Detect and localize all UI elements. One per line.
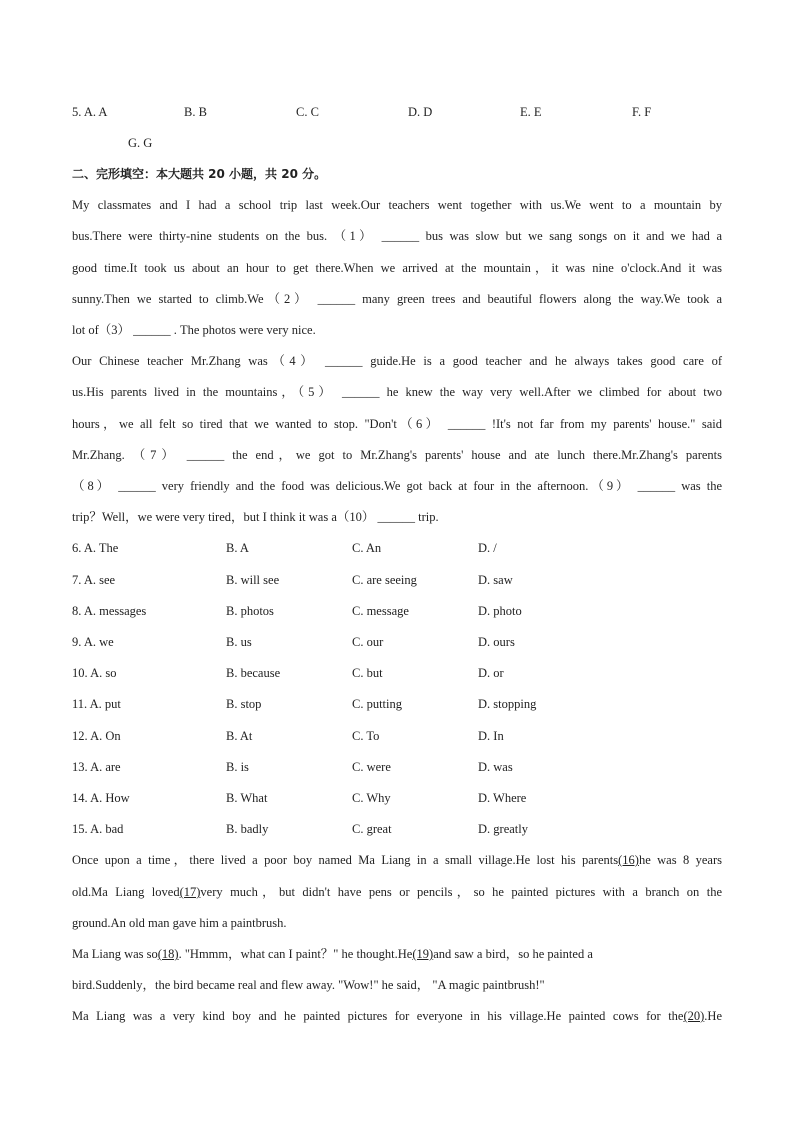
passage-line: My classmates and I had a school trip last week.Our teachers went together with us.We went to a mountain by (72, 198, 722, 212)
passage-line: lot of（3） ______ . The photos were very nice. (72, 323, 316, 337)
q5-option-b: B. B (184, 105, 207, 119)
passage-line: bus.There were thirty-nine students on the bus. （1） ______ bus was slow but we sang songs on it and we had a (72, 229, 722, 243)
passage-line: us.His parents lived in the mountains，（5） ______ he knew the way very well.After we climbed for about two (72, 385, 722, 399)
q5-option-g: G. G (128, 136, 153, 150)
option-a: 6. A. The (72, 541, 119, 555)
option-b: B. will see (226, 573, 280, 587)
option-b: B. because (226, 666, 281, 680)
option-c: C. were (352, 760, 391, 774)
passage-line: sunny.Then we started to climb.We（2） ______ many green trees and beautiful flowers along the way.We took a (72, 292, 722, 306)
option-a: 9. A. we (72, 635, 114, 649)
option-d: D. ours (478, 635, 515, 649)
option-d: D. / (478, 541, 497, 555)
option-d: D. In (478, 729, 504, 743)
section-heading: 二、完形填空：本大题共 20 小题，共 20 分。 (72, 167, 327, 181)
q5-option-f: F. F (632, 105, 652, 119)
passage-line: （8） ______ very friendly and the food was delicious.We got back at four in the afternoon.（9） ______ was the (72, 479, 722, 493)
passage-line: trip？Well，we were very tired，but I think it was a（10） ______ trip. (72, 510, 439, 524)
option-d: D. photo (478, 604, 522, 618)
option-d: D. Where (478, 791, 527, 805)
option-d: D. stopping (478, 697, 537, 711)
blank-17: (17) (179, 885, 201, 899)
blank-19: (19) (412, 947, 434, 961)
passage-line: old.Ma Liang loved(17)very much，but didn't have pens or pencils，so he painted pictures with a branch on the (72, 885, 722, 899)
option-a: 15. A. bad (72, 822, 124, 836)
passage-line: good time.It took us about an hour to get there.When we arrived at the mountain，it was nine o'clock.And it was (72, 261, 722, 275)
option-b: B. At (226, 729, 253, 743)
option-c: C. are seeing (352, 573, 417, 587)
blank-20: (20) (683, 1009, 705, 1023)
option-c: C. An (352, 541, 382, 555)
option-c: C. message (352, 604, 409, 618)
passage-line: Ma Liang was a very kind boy and he painted pictures for everyone in his village.He painted cows for the(20).He (72, 1009, 722, 1023)
passage-line: Once upon a time，there lived a poor boy named Ma Liang in a small village.He lost his parents(16)he was 8 years (72, 853, 722, 867)
option-a: 10. A. so (72, 666, 117, 680)
q5-option-e: E. E (520, 105, 542, 119)
option-b: B. badly (226, 822, 269, 836)
passage-line: Our Chinese teacher Mr.Zhang was（4） ______ guide.He is a good teacher and he always takes good care of (72, 354, 722, 368)
option-d: D. saw (478, 573, 513, 587)
option-a: 8. A. messages (72, 604, 147, 618)
blank-16: (16) (618, 853, 639, 867)
option-b: B. What (226, 791, 268, 805)
option-d: D. greatly (478, 822, 528, 836)
option-c: C. Why (352, 791, 391, 805)
option-c: C. putting (352, 697, 403, 711)
option-a: 13. A. are (72, 760, 121, 774)
blank-18: (18) (157, 947, 179, 961)
q5-option-c: C. C (296, 105, 319, 119)
option-b: B. stop (226, 697, 262, 711)
option-c: C. our (352, 635, 384, 649)
option-b: B. A (226, 541, 249, 555)
option-b: B. us (226, 635, 252, 649)
option-d: D. was (478, 760, 513, 774)
option-a: 14. A. How (72, 791, 130, 805)
option-d: D. or (478, 666, 504, 680)
option-c: C. but (352, 666, 383, 680)
option-a: 11. A. put (72, 697, 121, 711)
option-a: 7. A. see (72, 573, 116, 587)
passage-line: bird.Suddenly，the bird became real and flew away. "Wow!" he said， "A magic paintbrush!" (72, 978, 545, 992)
q5-option-d: D. D (408, 105, 433, 119)
option-c: C. To (352, 729, 380, 743)
passage-line: hours，we all felt so tired that we wanted to stop. "Don't（6） ______ !It's not far from my parents' house." said (72, 417, 722, 431)
passage-line: ground.An old man gave him a paintbrush. (72, 916, 287, 930)
passage-line: Ma Liang was so(18). "Hmmm，what can I paint？" he thought.He(19)and saw a bird，so he painted a (72, 947, 593, 961)
option-a: 12. A. On (72, 729, 121, 743)
q5-option-a: 5. A. A (72, 105, 108, 119)
option-c: C. great (352, 822, 392, 836)
passage-line: Mr.Zhang. （7） ______ the end，we got to Mr.Zhang's parents' house and ate lunch there.Mr.Zhang's parents (72, 448, 722, 462)
option-b: B. photos (226, 604, 274, 618)
option-b: B. is (226, 760, 249, 774)
